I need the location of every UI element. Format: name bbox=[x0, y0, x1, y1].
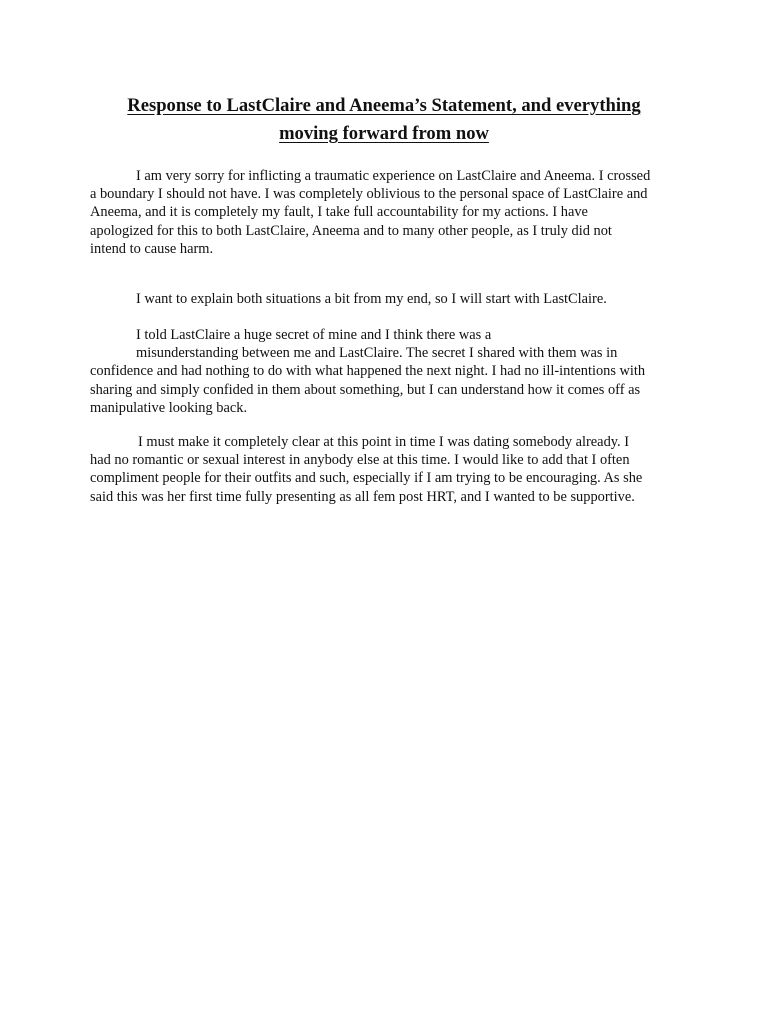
paragraph-line: confidence and had nothing to do with what happened the next night. I had no ill-intentions with bbox=[90, 363, 646, 380]
paragraph-line: apologized for this to both LastClaire, Aneema and to many other people, as I truly did not bbox=[90, 222, 612, 239]
paragraph-clarification bbox=[90, 433, 680, 506]
paragraph-line: intend to cause harm. bbox=[90, 240, 214, 257]
paragraph-line: I want to explain both situations a bit from my end, so I will start with LastClaire. bbox=[136, 291, 607, 307]
paragraph-line: sharing and simply confided in them about something, but I can understand how it comes off as bbox=[90, 381, 641, 398]
paragraph-line: had no romantic or sexual interest in anybody else at this time. I would like to add that I often bbox=[90, 452, 630, 469]
paragraph-apology bbox=[90, 167, 680, 258]
paragraph-line: I must make it completely clear at this point in time I was dating somebody already. I bbox=[138, 434, 630, 450]
paragraph-line: Aneema, and it is completely my fault, I take full accountability for my actions. I have bbox=[90, 204, 588, 221]
paragraph-line: a boundary I should not have. I was completely oblivious to the personal space of LastClaire and bbox=[90, 186, 648, 203]
paragraph-line: I told LastClaire a huge secret of mine and I think there was a bbox=[136, 327, 492, 343]
paragraph-explanation-intro bbox=[90, 290, 680, 308]
title-line-1: Response to LastClaire and Aneema’s Statement, and everything bbox=[127, 95, 641, 116]
paragraph-line: said this was her first time fully presenting as all fem post HRT, and I wanted to be supportive. bbox=[90, 488, 635, 505]
paragraph-line: I am very sorry for inflicting a traumatic experience on LastClaire and Aneema. I crossed bbox=[136, 168, 651, 184]
title-line-2: moving forward from now bbox=[279, 123, 489, 144]
paragraph-line: manipulative looking back. bbox=[90, 399, 248, 416]
paragraph-line: misunderstanding between me and LastClaire. The secret I shared with them was in bbox=[136, 345, 618, 362]
document-title bbox=[90, 92, 678, 148]
paragraph-secret bbox=[90, 326, 680, 417]
paragraph-line: compliment people for their outfits and such, especially if I am trying to be encouraging. As she bbox=[90, 470, 643, 487]
